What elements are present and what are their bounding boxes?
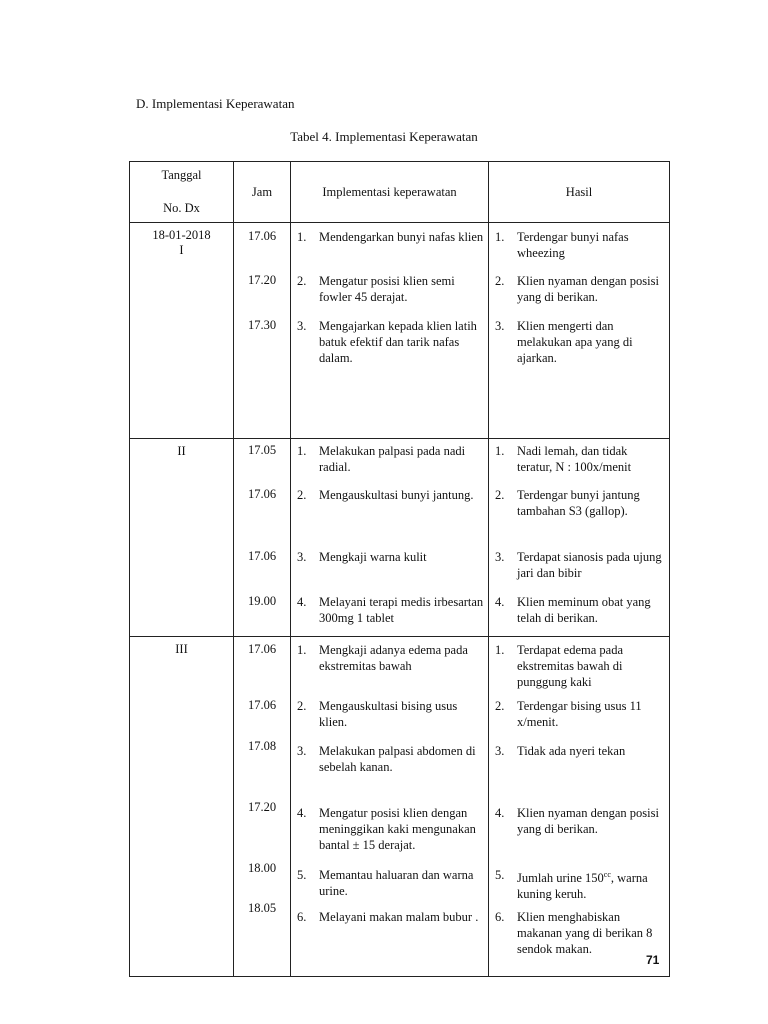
time: 17.08	[247, 739, 277, 753]
implementation-text: Mengatur posisi klien dengan meninggikan kaki mengunakan bantal ± 15 derajat.	[319, 806, 476, 852]
implementation-text: Melayani terapi medis irbesartan 300mg 1 tablet	[319, 595, 484, 625]
time: 18.00	[247, 861, 277, 875]
time-cell	[234, 439, 291, 637]
table-row	[130, 439, 670, 637]
implementation-text: Mengajarkan kepada klien latih batuk efektif dan tarik nafas dalam.	[319, 319, 477, 365]
implementation-text: Melakukan palpasi abdomen di sebelah kanan.	[319, 744, 476, 774]
time: 17.06	[247, 549, 277, 563]
page-number: 71	[646, 953, 660, 967]
table-row	[130, 223, 670, 439]
time-cell	[234, 637, 291, 977]
item-number: 4.	[297, 595, 307, 609]
result-text: Terdengar bunyi nafas wheezing	[517, 230, 629, 260]
item-number: 3.	[297, 319, 307, 333]
unit-superscript: cc	[603, 870, 611, 879]
result-cell	[489, 439, 670, 637]
implementation-text: Mengkaji warna kulit	[319, 550, 427, 564]
date-dx-cell	[130, 637, 234, 977]
list-item	[489, 223, 669, 273]
list-item	[489, 698, 669, 743]
implementation-text: Mengauskultasi bising usus klien.	[319, 699, 458, 729]
list-item	[291, 867, 488, 909]
implementation-cell	[291, 637, 489, 977]
list-item	[489, 909, 669, 957]
implementation-text: Mendengarkan bunyi nafas klien	[319, 230, 484, 244]
list-item	[291, 637, 488, 698]
item-number: 6.	[495, 910, 505, 924]
item-number: 4.	[495, 806, 505, 820]
section-heading: D. Implementasi Keperawatan	[136, 96, 295, 111]
list-item	[291, 318, 488, 366]
item-number: 2.	[297, 488, 307, 502]
item-number: 2.	[495, 274, 505, 288]
header-hasil: Hasil	[489, 162, 670, 223]
implementation-text: Memantau haluaran dan warna urine.	[319, 868, 474, 898]
item-number: 1.	[297, 230, 307, 244]
implementation-text: Melakukan palpasi pada nadi radial.	[319, 444, 466, 474]
list-item	[291, 909, 488, 925]
list-item	[489, 867, 669, 909]
item-number: 6.	[297, 910, 307, 924]
item-number: 2.	[495, 699, 505, 713]
item-number: 3.	[495, 550, 505, 564]
result-text: Terdengar bising usus 11 x/menit.	[517, 699, 642, 729]
item-number: 1.	[495, 444, 505, 458]
list-item	[489, 637, 669, 698]
item-number: 1.	[495, 230, 505, 244]
item-number: 3.	[495, 319, 505, 333]
time: 17.06	[247, 698, 277, 712]
result-cell	[489, 223, 670, 439]
time: 17.06	[247, 229, 277, 243]
item-number: 5.	[297, 868, 307, 882]
item-number: 1.	[495, 643, 505, 657]
list-item	[291, 698, 488, 743]
time: 17.06	[247, 487, 277, 501]
time: 18.05	[247, 901, 277, 915]
list-item	[489, 318, 669, 366]
list-item	[489, 805, 669, 867]
item-number: 5.	[495, 868, 505, 882]
table-row	[130, 637, 670, 977]
result-text: Klien meminum obat yang telah di berikan.	[517, 595, 651, 625]
result-text: Nadi lemah, dan tidak teratur, N : 100x/menit	[517, 444, 632, 474]
list-item	[489, 273, 669, 318]
item-number: 4.	[297, 806, 307, 820]
implementation-text: Mengatur posisi klien semi fowler 45 derajat.	[319, 274, 455, 304]
item-number: 4.	[495, 595, 505, 609]
list-item	[489, 487, 669, 549]
result-text: Terdapat sianosis pada ujung jari dan bibir	[517, 550, 662, 580]
result-text	[517, 867, 665, 909]
list-item	[489, 594, 669, 626]
time: 17.20	[247, 800, 277, 814]
result-text-pre: Jumlah urine 150	[517, 871, 604, 886]
diagnosis-number: II	[177, 444, 186, 458]
implementation-cell	[291, 223, 489, 439]
time: 17.20	[247, 273, 277, 287]
implementation-table	[129, 161, 670, 977]
item-number: 1.	[297, 444, 307, 458]
header-tanggal: Tanggal	[161, 168, 202, 182]
result-text: Klien nyaman dengan posisi yang di berikan.	[517, 274, 659, 304]
table-caption: Tabel 4. Implementasi Keperawatan	[290, 129, 478, 144]
list-item	[291, 273, 488, 318]
item-number: 3.	[495, 744, 505, 758]
result-text: Klien nyaman dengan posisi yang di berikan.	[517, 806, 659, 836]
date-dx-cell	[130, 439, 234, 637]
header-tanggal-nodx	[130, 162, 234, 223]
result-text: Klien menghabiskan makanan yang di berikan 8 sendok makan.	[517, 910, 653, 956]
diagnosis-number: III	[175, 642, 188, 656]
table-header-row	[130, 162, 670, 223]
time: 19.00	[247, 594, 277, 608]
result-text: Klien mengerti dan melakukan apa yang di ajarkan.	[517, 319, 633, 365]
list-item	[291, 487, 488, 549]
list-item	[291, 439, 488, 487]
time: 17.30	[247, 318, 277, 332]
implementation-cell	[291, 439, 489, 637]
item-number: 3.	[297, 550, 307, 564]
item-number: 2.	[495, 488, 505, 502]
time: 17.05	[247, 443, 277, 457]
date-dx-cell	[130, 223, 234, 439]
result-text: Terdengar bunyi jantung tambahan S3 (gallop).	[517, 488, 640, 518]
list-item	[291, 743, 488, 805]
list-item	[489, 439, 669, 487]
date: 18-01-2018	[152, 228, 211, 242]
list-item	[291, 223, 488, 273]
header-nodx: No. Dx	[163, 201, 200, 215]
result-cell	[489, 637, 670, 977]
item-number: 2.	[297, 274, 307, 288]
header-jam: Jam	[234, 162, 291, 223]
diagnosis-number: I	[179, 243, 184, 257]
list-item	[291, 594, 488, 626]
result-text: Terdapat edema pada ekstremitas bawah di punggung kaki	[517, 643, 624, 689]
implementation-text: Mengkaji adanya edema pada ekstremitas bawah	[319, 643, 468, 673]
item-number: 1.	[297, 643, 307, 657]
item-number: 3.	[297, 744, 307, 758]
list-item	[291, 549, 488, 594]
item-number: 2.	[297, 699, 307, 713]
header-implementasi: Implementasi keperawatan	[291, 162, 489, 223]
result-text-post: , warna kuning keruh.	[517, 871, 648, 902]
list-item	[489, 549, 669, 594]
implementation-text: Melayani makan malam bubur .	[319, 910, 479, 924]
list-item	[489, 743, 669, 805]
list-item	[291, 805, 488, 867]
implementation-text: Mengauskultasi bunyi jantung.	[319, 488, 474, 502]
time-cell	[234, 223, 291, 439]
time: 17.06	[247, 642, 277, 656]
result-text: Tidak ada nyeri tekan	[517, 744, 626, 758]
